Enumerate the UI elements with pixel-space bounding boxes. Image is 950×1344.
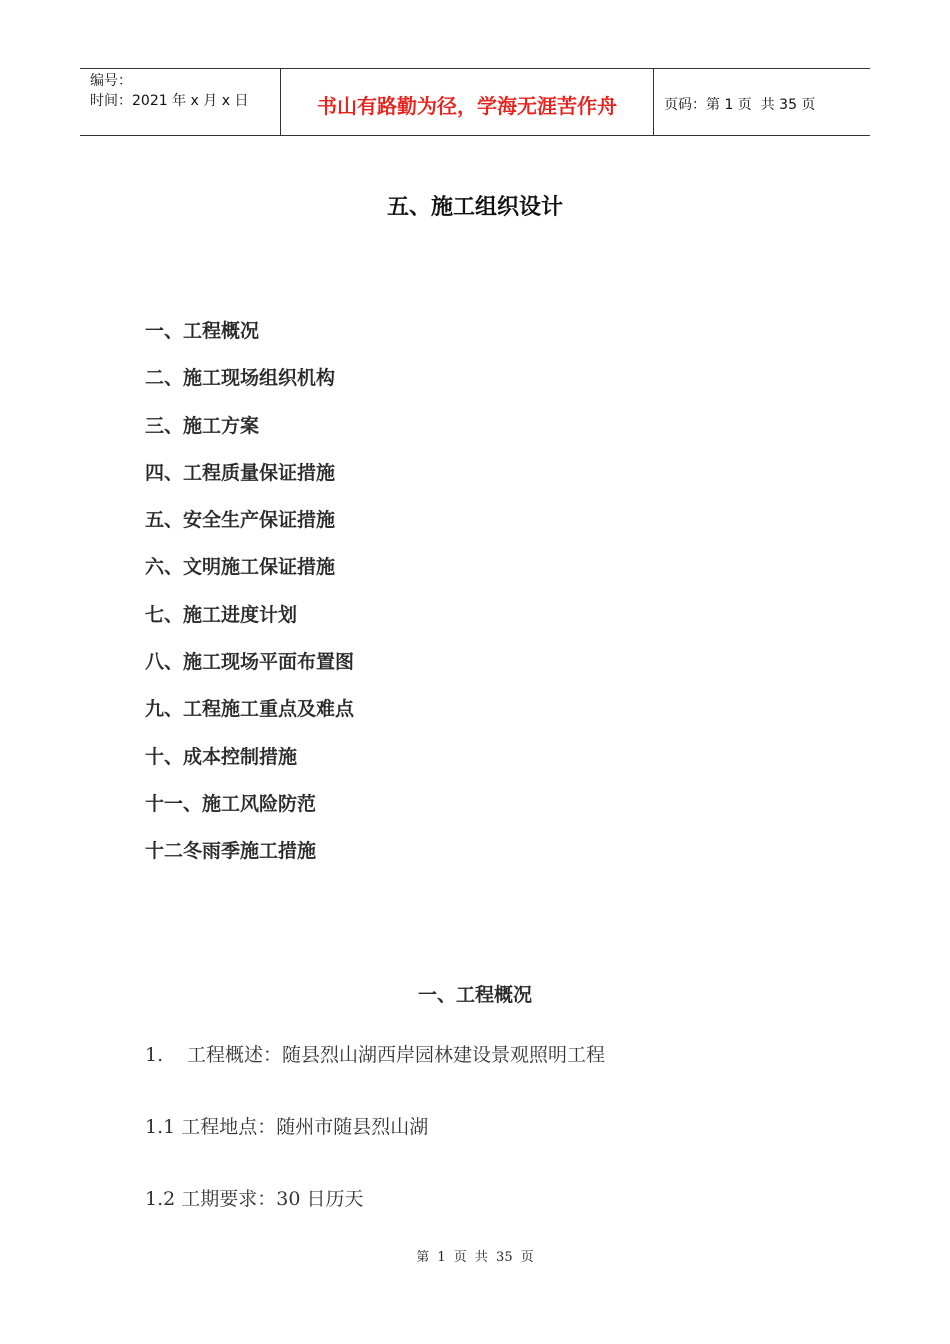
- paragraph-location: 1.1 工程地点：随州市随县烈山湖: [145, 1116, 429, 1138]
- page-footer: 第 1 页 共 35 页: [416, 1250, 534, 1265]
- section-heading: 一、工程概况: [417, 984, 532, 1006]
- date-label: 时间：2021 年 x 月 x 日: [90, 93, 249, 109]
- toc-item: 三、施工方案: [145, 414, 260, 437]
- header-motto-cell: [281, 69, 654, 135]
- toc-item: 五、安全生产保证措施: [145, 509, 336, 532]
- toc-item: 十一、施工风险防范: [145, 792, 317, 815]
- toc-item: 二、施工现场组织机构: [145, 367, 336, 390]
- paragraph-duration: 1.2 工期要求：30 日历天: [145, 1188, 364, 1210]
- toc-item: 六、文明施工保证措施: [145, 556, 336, 579]
- table-of-contents: [145, 316, 354, 884]
- paragraph-text: 工程概述：随县烈山湖西岸园林建设景观照明工程: [187, 1044, 606, 1066]
- toc-item: 十、成本控制措施: [145, 745, 298, 768]
- toc-item: 七、施工进度计划: [145, 603, 298, 626]
- paragraph-number: 1.: [145, 1044, 164, 1066]
- header-page-cell: [654, 69, 870, 135]
- page-number-label: 页码：第 1 页 共 35 页: [664, 96, 816, 113]
- toc-item: 一、工程概况: [145, 320, 260, 342]
- toc-item: 十二冬雨季施工措施: [145, 840, 317, 863]
- toc-item: 四、工程质量保证措施: [145, 461, 336, 484]
- toc-item: 九、工程施工重点及难点: [145, 698, 355, 721]
- serial-number-label: 编号：: [90, 73, 132, 89]
- toc-item: 八、施工现场平面布置图: [145, 651, 355, 674]
- paragraph-overview: [145, 1040, 605, 1067]
- header-info-cell: [80, 69, 281, 135]
- document-title: 五、施工组织设计: [386, 195, 563, 220]
- motto-text: 书山有路勤为径，学海无涯苦作舟: [317, 93, 617, 118]
- page-header: [80, 68, 870, 136]
